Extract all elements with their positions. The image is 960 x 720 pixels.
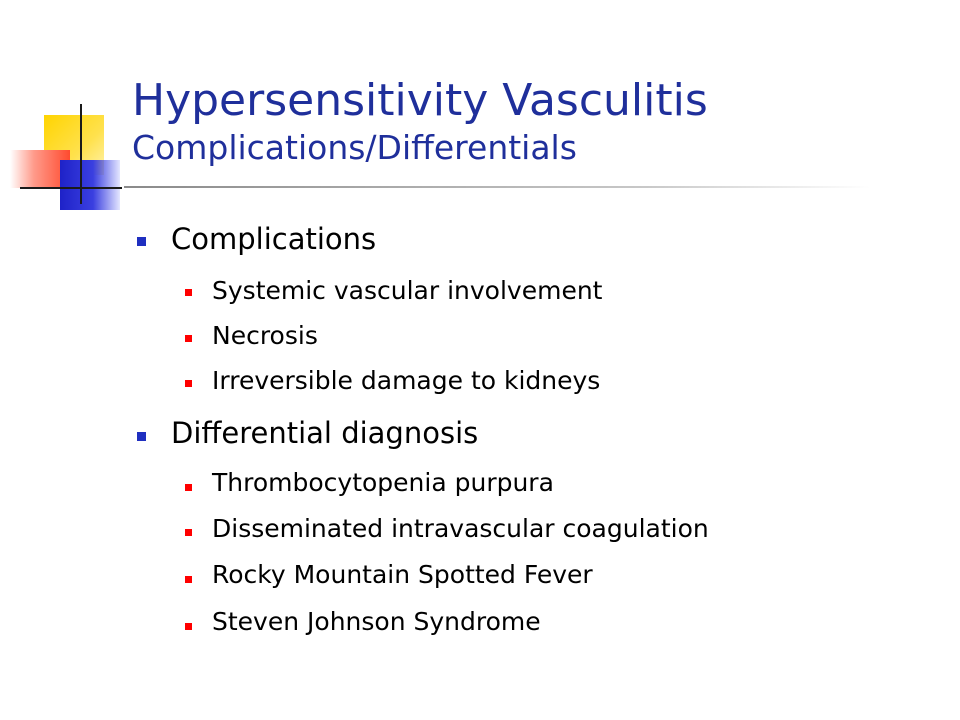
list-item: Disseminated intravascular coagulation <box>212 514 709 543</box>
title-main: Hypersensitivity Vasculitis <box>132 75 708 126</box>
list-item: Irreversible damage to kidneys <box>212 366 601 395</box>
title-subtitle: Complications/Differentials <box>132 128 577 167</box>
section-heading: Differential diagnosis <box>171 416 479 450</box>
list-item: Necrosis <box>212 321 318 350</box>
sub-bullet-square-icon <box>185 335 192 342</box>
sub-bullet-square-icon <box>185 380 192 387</box>
bullet-square-icon <box>137 237 146 246</box>
list-item: Systemic vascular involvement <box>212 276 603 305</box>
list-item: Thrombocytopenia purpura <box>212 468 554 497</box>
sub-bullet-square-icon <box>185 289 192 296</box>
sub-bullet-square-icon <box>185 484 192 491</box>
sub-bullet-square-icon <box>185 623 192 630</box>
bullet-square-icon <box>137 432 146 441</box>
section-heading: Complications <box>171 222 377 256</box>
list-item: Rocky Mountain Spotted Fever <box>212 560 593 589</box>
list-item: Steven Johnson Syndrome <box>212 607 541 636</box>
sub-bullet-square-icon <box>185 576 192 583</box>
sub-bullet-square-icon <box>185 529 192 536</box>
